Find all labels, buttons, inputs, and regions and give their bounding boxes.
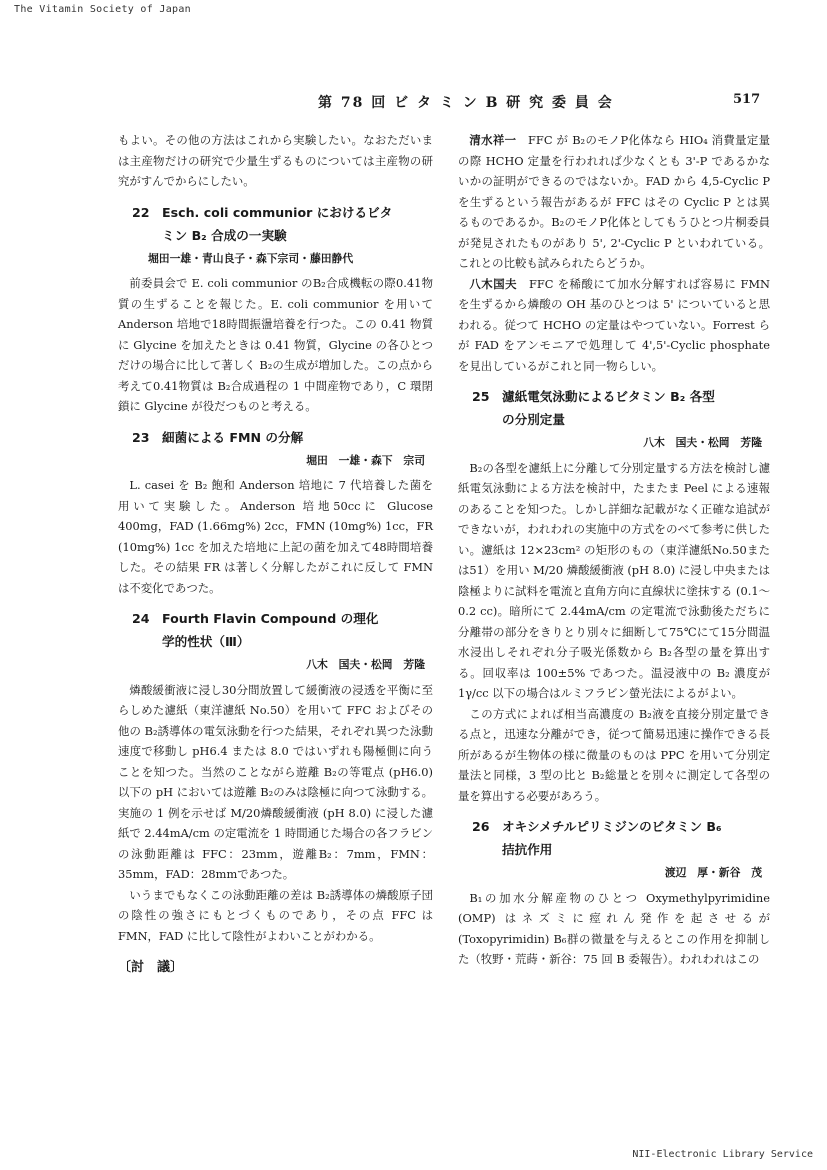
section-title-line1: 細菌による FMN の分解 xyxy=(162,429,304,445)
discussion-shimizu xyxy=(458,130,770,274)
section-24-title xyxy=(118,607,433,653)
section-number: 24 xyxy=(132,611,150,626)
speaker-name: 八木国夫 xyxy=(469,276,518,291)
section-22-body: 前委員会で E. coli communior のB₂合成機転の際0.41物質の生ずることを報じた。E. coli communior を用いて Anderson 培地で18時間振盪培養を行つた。この 0.41 物質に Glycine を加えたときは 0.41 物質，Glycine の各ひとつだけの場合に比して著しく B₂の生成が増加した。この点から考えて0.41物質は B₂合成過程の 1 中間産物であり，C 環閉鎖に Glycine が役だつものと考える。 xyxy=(118,276,433,413)
section-22-title xyxy=(118,201,433,247)
intro-paragraph: もよい。その他の方法はこれから実験したい。なおただいまは主産物だけの研究で少量生ずるものについては主産物の研究がすんでからにしたい。 xyxy=(118,133,433,188)
section-title-line1: Fourth Flavin Compound の理化 xyxy=(162,611,379,626)
left-column xyxy=(118,130,433,979)
section-title-line2: 拮抗作用 xyxy=(502,842,553,857)
section-number: 22 xyxy=(132,204,150,220)
section-number: 26 xyxy=(472,819,490,834)
section-title-line1: Esch. coli communior におけるビタ xyxy=(162,204,393,220)
library-footer: NII-Electronic Library Service xyxy=(632,1149,813,1160)
discussion-text: FFC を稀酸にて加水分解すれば容易に FMN を生ずるから燐酸の OH 基のひとつは 5' についていると思われる。従つて HCHO の定量はやつていない。Forrest らが FAD をアンモニアで処理して 4',5'-Cyclic phosphate を見出しているがこれと同一物らしい。 xyxy=(458,276,770,373)
section-25-authors: 八木 国夫・松岡 芳隆 xyxy=(643,436,762,449)
section-23-body: L. casei を B₂ 飽和 Anderson 培地に 7 代培養した菌を用いて実験した。Anderson 培地50ccに Glucose 400mg，FAD (1.66mg%) 2cc，FMN (10mg%) 1cc，FR (10mg%) 1cc を加えた培地に上記の菌を加えて48時間培養した。その結果 FR は著しく分解したがこれに反して FMN は不変化であつた。 xyxy=(118,478,433,595)
section-25-body-1: B₂の各型を濾紙上に分離して分別定量する方法を検討し濾紙電気泳動による方法を検討中，たまたま Peel による速報のあることを知つた。しかし詳細な記載がなく正確な追試ができないが，われわれの実施中の方式をのべて参考に供したい。濾紙は 12×23cm² の矩形のもの（東洋濾紙No.50または51）を用い M/20 燐酸緩衝液 (pH 8.0) に浸し中央または陰極よりに試料を電流と直角方向に直線状に塗抹する (0.1～0.2 cc)。暗所にて 2.44mA/cm の定電流で泳動後ただちに分離帯の部分をきりとり別々に細断して75℃にて15分間温水浸出しそれぞれ分子吸光係数から B₂各型の量を算出する。回収率は 100±5% であつた。温浸液中の B₂ 濃度が 1γ/cc 以下の場合はルミフラビン螢光法によるがよい。 xyxy=(458,460,770,700)
section-26-authors: 渡辺 厚・新谷 茂 xyxy=(664,866,762,879)
section-24-body-1: 燐酸緩衝液に浸し30分間放置して緩衝液の浸透を平衡に至らしめた濾紙（東洋濾紙 No.50）を用いて FFC およびその他の B₂誘導体の電気泳動を行つた結果，それぞれ異つた泳動速度で移動し pH6.4 または 8.0 ではいずれも陽極側に向うことを知つた。当然のことながら遊離 B₂の等電点 (pH6.0) 以下の pH においては遊離 B₂のみは陰極に向つて泳動する。実施の 1 例を示せば M/20燐酸緩衝液 (pH 8.0) に浸した濾紙で 2.44mA/cm の定電流を 1 時間通じた場合の各フラビンの泳動距離は FFC：23mm，遊離B₂：7mm，FMN：35mm，FAD：28mmであつた。 xyxy=(118,682,433,881)
running-title: 第 78 回 ビ タ ミ ン B 研 究 委 員 会 xyxy=(318,95,614,111)
discussion-text: FFC が B₂のモノP化体なら HIO₄ 消費量定量の際 HCHO 定量を行われれば少なくとも 3'-P であるかないかの証明ができるのではないか。FAD から 4,5-Cyclic P を生ずるという報告があるが FFC はその Cyclic P とは異るものであるか。B₂のモノP化体としてもうひとつ片桐委員が発見されたものがあり 5', 2'-Cyclic P といわれている。これとの比較も試みられたらどうか。 xyxy=(458,133,770,270)
section-26-title xyxy=(458,815,770,861)
right-column xyxy=(458,130,770,970)
society-header: The Vitamin Society of Japan xyxy=(14,4,191,15)
speaker-name: 清水祥一 xyxy=(469,133,517,147)
section-title-line2: 学的性状（Ⅲ） xyxy=(162,634,250,649)
section-number: 25 xyxy=(472,389,490,404)
section-24-body-2: いうまでもなくこの泳動距離の差は B₂誘導体の燐酸原子団の陰性の強さにもとづくものであり，その点 FFC は FMN，FAD に比して陰性がよわいことがわかる。 xyxy=(118,887,433,943)
section-24-authors: 八木 国夫・松岡 芳隆 xyxy=(306,658,425,671)
section-22-authors: 堀田一雄・青山良子・森下宗司・藤田静代 xyxy=(148,251,354,265)
section-23-title xyxy=(118,426,433,449)
page-number: 517 xyxy=(733,92,761,107)
section-25-title xyxy=(458,385,770,431)
section-number: 23 xyxy=(132,429,150,445)
section-title-line1: オキシメチルピリミジンのビタミン B₆ xyxy=(502,819,722,834)
discussion-yagi xyxy=(458,274,770,377)
section-26-body: B₁の加水分解産物のひとつ Oxymethylpyrimidine (OMP) はネズミに痙れん発作を起させるが (Toxopyrimidin) B₆群の微量を与えるとこの作用を抑制した（牧野・荒蒔・新谷：75 回 B 委報告）。われわれはこの xyxy=(458,890,770,966)
section-title-line2: の分別定量 xyxy=(502,412,565,427)
section-title-line2: ミン B₂ 合成の一実験 xyxy=(162,227,287,243)
section-title-line1: 濾紙電気泳動によるビタミン B₂ 各型 xyxy=(502,389,715,404)
section-25-body-2: この方式によれば相当高濃度の B₂液を直接分別定量できる点と，迅速な分離ができ，従つて簡易迅速に操作できる長所があるが生物体の様に微量のものは PPC を用いて分別定量法と同様，3 型の比と B₂総量とを別々に測定して各型の量を算出する必要があろう。 xyxy=(458,706,770,803)
discussion-heading: 〔討 議〕 xyxy=(118,960,184,975)
section-23-authors: 堀田 一雄・森下 宗司 xyxy=(306,453,425,467)
